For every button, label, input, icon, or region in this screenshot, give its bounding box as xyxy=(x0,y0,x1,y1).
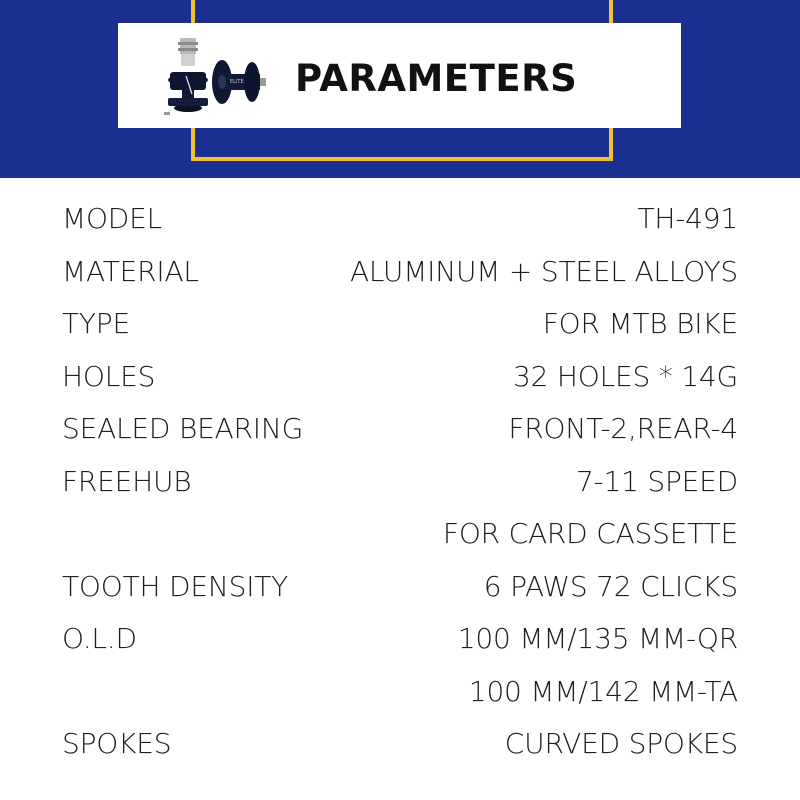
spec-row xyxy=(0,351,800,404)
spec-value: ALUMINUM + STEEL ALLOYS xyxy=(349,254,738,288)
spec-row xyxy=(0,456,800,509)
spec-row xyxy=(0,298,800,351)
spec-label: SPOKES xyxy=(62,727,172,760)
spec-value: FOR MTB BIKE xyxy=(542,307,738,340)
spec-value: FRONT-2,REAR-4 xyxy=(508,412,738,445)
spec-value: 32 HOLES * 14G xyxy=(512,359,738,393)
svg-text:ELITE: ELITE xyxy=(230,79,244,85)
spec-row xyxy=(0,246,800,299)
spec-label: HOLES xyxy=(62,359,156,393)
spec-row xyxy=(0,403,800,456)
spec-value: 6 PAWS 72 CLICKS xyxy=(483,569,738,603)
spec-label: MODEL xyxy=(62,202,163,235)
spec-label: SEALED BEARING xyxy=(62,412,304,445)
spec-value: CURVED SPOKES xyxy=(504,727,738,760)
spec-value: FOR CARD CASSETTE xyxy=(442,517,738,550)
spec-row xyxy=(0,508,800,561)
spec-row xyxy=(0,613,800,666)
spec-row xyxy=(0,718,800,771)
spec-label: FREEHUB xyxy=(62,464,192,498)
bicycle-hub-image xyxy=(160,28,270,120)
spec-value: 7-11 SPEED xyxy=(575,464,738,498)
spec-row xyxy=(0,666,800,719)
spec-label: O.L.D xyxy=(62,622,137,655)
spec-label: TOOTH DENSITY xyxy=(62,569,289,603)
spec-table xyxy=(0,193,800,771)
spec-value: 100 MM/142 MM-TA xyxy=(468,674,738,708)
spec-value: TH-491 xyxy=(637,202,738,235)
spec-row xyxy=(0,561,800,614)
spec-label: TYPE xyxy=(62,307,130,340)
spec-label: MATERIAL xyxy=(62,254,199,288)
page-title: PARAMETERS xyxy=(295,57,578,100)
spec-value: 100 MM/135 MM-QR xyxy=(457,622,738,655)
spec-row xyxy=(0,193,800,246)
